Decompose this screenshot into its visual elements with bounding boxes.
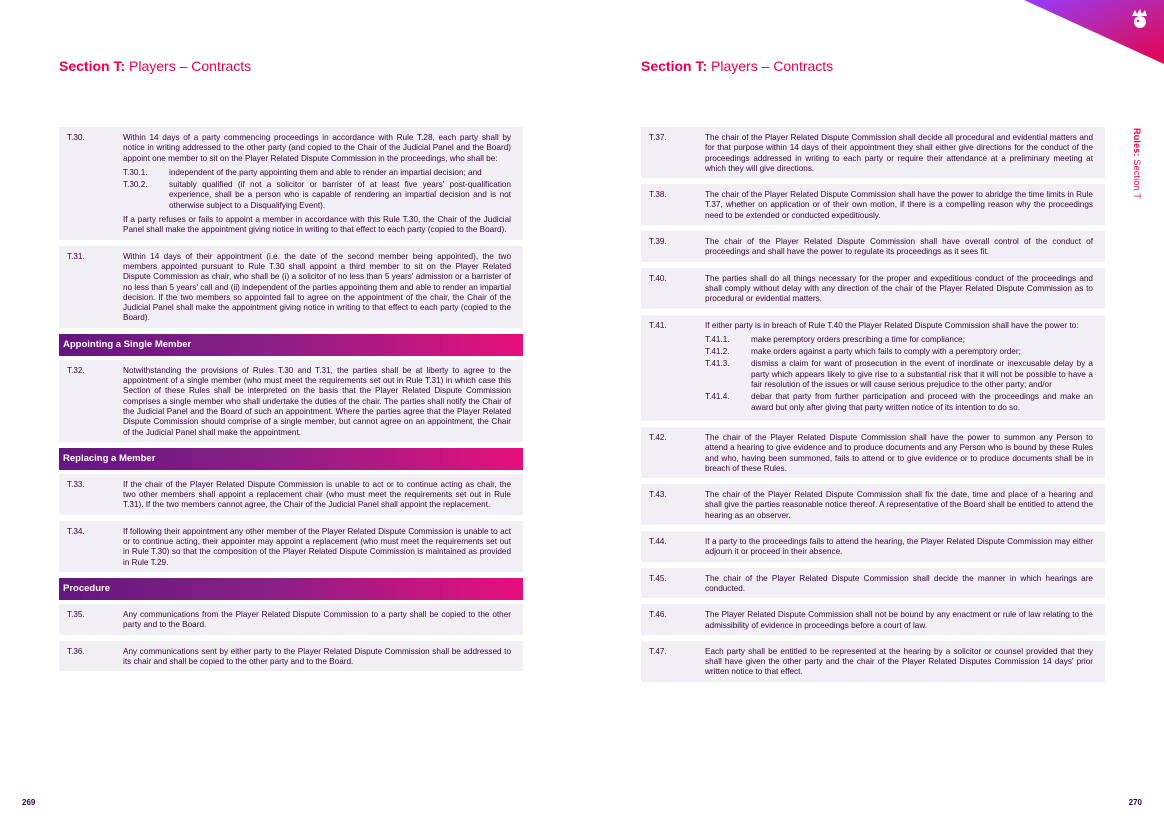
rule-item: [641, 268, 1105, 309]
rule-text: Any communications sent by either party to the Player Related Dispute Commission shall be addressed to its chair and shall be copied to the other party and to the Board.: [123, 646, 511, 666]
rule-item: [641, 604, 1105, 635]
rule-body: [123, 480, 511, 511]
page-number-left: 269: [22, 798, 36, 807]
rule-text: Within 14 days of their appointment (i.e. the date of the second member being appointed), the two members appointed pursuant to Rule T.30 shall appoint a third member to sit on the Player Related Dispute Commission as chair, who shall be (i) a solicitor of no less than 5 years' admission or a barrister of no less than 5 years' call and (ii) independent of the parties appointing them and able to render an impartial decision. If the two members so appointed fail to agree on the appointment of the chair, the Chair of the Judicial Panel shall make the appointment giving notice in writing to that effect to each party (copied to the Board).: [123, 251, 511, 323]
rule-text: The chair of the Player Related Dispute Commission shall have the power to abridge the time limits in Rule T.37, whether on application or of their own motion, if there is a compelling reason why the proceedings need to be extended or conducted expeditiously.: [705, 190, 1093, 220]
rule-text: The chair of the Player Related Dispute Commission shall decide all procedural and evidential matters and for that purpose within 14 days of their appointment they shall either give directions for the conduct of the proceedings addressed in writing to each party or require their attendance at a preliminary meeting at which they will give directions.: [705, 133, 1093, 173]
rule-number: T.38.: [649, 190, 667, 200]
section-heading: Replacing a Member: [59, 448, 523, 470]
sub-rule-text: make orders against a party which fails to comply with a peremptory order;: [751, 347, 1021, 357]
rule-body: [705, 321, 1093, 417]
sub-rule-number: T.30.2.: [123, 180, 148, 190]
section-heading: Appointing a Single Member: [59, 334, 523, 356]
rule-text: Notwithstanding the provisions of Rules T.30 and T.31, the parties shall be at liberty to agree to the appointment of a single member (who must meet the requirements set out in Rule T.31) in which case this Section of these Rules shall be interpreted on the basis that the Player Related Dispute Commission comprises a single member who shall undertake the duties of the chair. The parties shall notify the Chair of the Judicial Panel and the Board of such an appointment. Where the parties agree that the Player Related Dispute Commission should comprise of a single member, but cannot agree on an appointment, the Chair of the Judicial Panel shall make the appointment.: [123, 365, 511, 437]
rule-item: [641, 641, 1105, 682]
rule-item: [59, 127, 523, 240]
rule-number: T.34.: [67, 526, 85, 536]
sub-rule-text: dismiss a claim for want of prosecution in the event of inordinate or inexcusable delay by a party which appears likely to give rise to a substantial risk that it will not be possible to have a fair resolution of the issues or will cause serious prejudice to the other party; and/or: [751, 359, 1093, 390]
sub-rule-number: T.41.1.: [705, 334, 730, 344]
rule-text: The chair of the Player Related Dispute Commission shall fix the date, time and place of a hearing and shall give the parties reasonable notice thereof. A representative of the Board shall be entitled to attend the hearing as an observer.: [705, 490, 1093, 520]
rule-number: T.36.: [67, 646, 85, 656]
rule-item: [59, 521, 523, 572]
sub-rule-text: debar that party from further participation and proceed with the proceedings and make an award but only after giving that party written notice of its intention to do so.: [751, 392, 1093, 412]
page-title-left: Section T: Players – Contracts: [59, 58, 252, 74]
rule-body: [705, 574, 1093, 595]
rule-text: The chair of the Player Related Dispute Commission shall decide the manner in which hearings are conducted.: [705, 573, 1093, 593]
rule-item: [59, 641, 523, 672]
page-title-right: Section T: Players – Contracts: [641, 58, 834, 74]
rule-item: [641, 184, 1105, 225]
sub-rule-number: T.41.2.: [705, 347, 730, 357]
sub-rule-text: make peremptory orders prescribing a time for compliance;: [751, 334, 965, 344]
rule-body: [705, 133, 1093, 174]
sub-rule-item: [705, 359, 1093, 390]
rule-number: T.45.: [649, 573, 667, 583]
sub-rule-item: [705, 347, 1093, 357]
sub-rule-number: T.30.1.: [123, 167, 148, 177]
rule-body: [123, 133, 511, 236]
rule-body: [123, 252, 511, 324]
rule-text: If following their appointment any other member of the Player Related Dispute Commission is unable to act or to continue acting, their appointer may appoint a replacement (who must meet the requirements set out in Rule T.30) so that the composition of the Player Related Dispute Commission is maintained as provided in Rule T.29.: [123, 526, 511, 567]
rule-number: T.37.: [649, 133, 667, 142]
rule-item: [641, 127, 1105, 178]
rule-text: If the chair of the Player Related Dispute Commission is unable to act or to continue acting as chair, the two other members shall appoint a replacement chair (who must meet the requirements set out in Rule T.31). If the two members cannot agree, the Chair of the Judicial Panel shall appoint the replacement.: [123, 479, 511, 510]
sub-rule-item: [123, 168, 511, 178]
sub-rule-item: [123, 180, 511, 211]
rule-item: [59, 360, 523, 442]
rule-text: The parties shall do all things necessary for the proper and expeditious conduct of the proceedings and shall comply without delay with any direction of the chair of the Player Related Dispute Commission as to procedural or evidential matters.: [705, 273, 1093, 304]
sub-rule-text: independent of the party appointing them and able to render an impartial decision; and: [169, 167, 482, 177]
rule-item: [641, 484, 1105, 525]
sub-rule-text: suitably qualified (if not a solicitor or barrister of at least five years' post-qualification experience, shall be a person who is capable of rendering an impartial decision and is not otherwise subject to a Disqualifying Event).: [169, 180, 511, 210]
rule-number: T.32.: [67, 365, 85, 375]
rule-body: [705, 610, 1093, 631]
rule-body: [705, 237, 1093, 258]
rule-item: [59, 474, 523, 515]
rule-number: T.39.: [649, 237, 667, 247]
rule-number: T.47.: [649, 646, 667, 656]
rule-text: The chair of the Player Related Dispute Commission shall have the power to summon any Person to attend a hearing to give evidence and to produce documents and any Person who is bound by these Rules and who, having been summoned, fails to attend or to give evidence or to produce documents shall be in breach of these Rules.: [705, 432, 1093, 473]
left-page-content: [59, 127, 523, 677]
rule-number: T.41.: [649, 320, 667, 330]
rule-text: If either party is in breach of Rule T.40 the Player Related Dispute Commission shall have the power to:: [705, 320, 1079, 330]
rule-body: [705, 647, 1093, 678]
page-number-right: 270: [1128, 798, 1142, 807]
rule-body: [705, 190, 1093, 221]
sub-rule-item: [705, 392, 1093, 413]
rule-body: [705, 537, 1093, 558]
rule-number: T.40.: [649, 273, 667, 283]
rule-item: [641, 427, 1105, 478]
rule-number: T.43.: [649, 490, 667, 500]
rule-body: [123, 366, 511, 438]
rule-text: Each party shall be entitled to be represented at the hearing by a solicitor or counsel provided that they shall have given the other party and the chair of the Player Related Disputes Commission 14 days' prior written notice to that effect.: [705, 646, 1093, 677]
rule-body: [705, 274, 1093, 305]
rule-number: T.42.: [649, 432, 667, 442]
sub-rule-item: [705, 335, 1093, 345]
rule-text: Within 14 days of a party commencing proceedings in accordance with Rule T.28, each party shall by notice in writing addressed to the other party (and copied to the Chair of the Judicial Panel and the Board) appoint one member to sit on the Player Related Dispute Commission in the proceedings, who shall be:: [123, 133, 511, 163]
rule-number: T.35.: [67, 609, 85, 619]
rule-body: [123, 647, 511, 668]
rule-item: [59, 246, 523, 328]
rule-text: The chair of the Player Related Dispute Commission shall have overall control of the conduct of proceedings and shall have the power to regulate its proceedings as it sees fit.: [705, 237, 1093, 257]
rule-item: [641, 231, 1105, 262]
rule-body: [123, 527, 511, 568]
sub-rule-number: T.41.3.: [705, 359, 730, 369]
rule-item: [641, 531, 1105, 562]
rule-number: T.44.: [649, 537, 667, 547]
rule-body: [705, 433, 1093, 474]
section-heading: Procedure: [59, 578, 523, 600]
side-tab-label: Rules: Section T: [1132, 128, 1142, 200]
rule-body: [123, 610, 511, 631]
rule-text: If a party refuses or fails to appoint a member in accordance with this Rule T.30, the Chair of the Judicial Panel shall make the appointment giving notice in writing to that effect to each party (copied to the Board).: [123, 215, 511, 235]
rule-number: T.33.: [67, 479, 85, 489]
rule-item: [641, 315, 1105, 421]
rule-text: The Player Related Dispute Commission shall not be bound by any enactment or rule of law relating to the admissibility of evidence in proceedings before a court of law.: [705, 610, 1093, 630]
sub-rule-number: T.41.4.: [705, 392, 730, 402]
rule-text: If a party to the proceedings fails to attend the hearing, the Player Related Dispute Commission may either adjourn it or proceed in their absence.: [705, 537, 1093, 557]
rule-number: T.46.: [649, 610, 667, 620]
right-page-content: [641, 127, 1105, 688]
rule-item: [59, 604, 523, 635]
rule-body: [705, 490, 1093, 521]
rule-number: T.30.: [67, 133, 85, 142]
rule-text: Any communications from the Player Related Dispute Commission to a party shall be copied to the other party and to the Board.: [123, 609, 511, 630]
rule-item: [641, 568, 1105, 599]
corner-brand-graphic: [1024, 0, 1164, 70]
rule-number: T.31.: [67, 251, 85, 261]
